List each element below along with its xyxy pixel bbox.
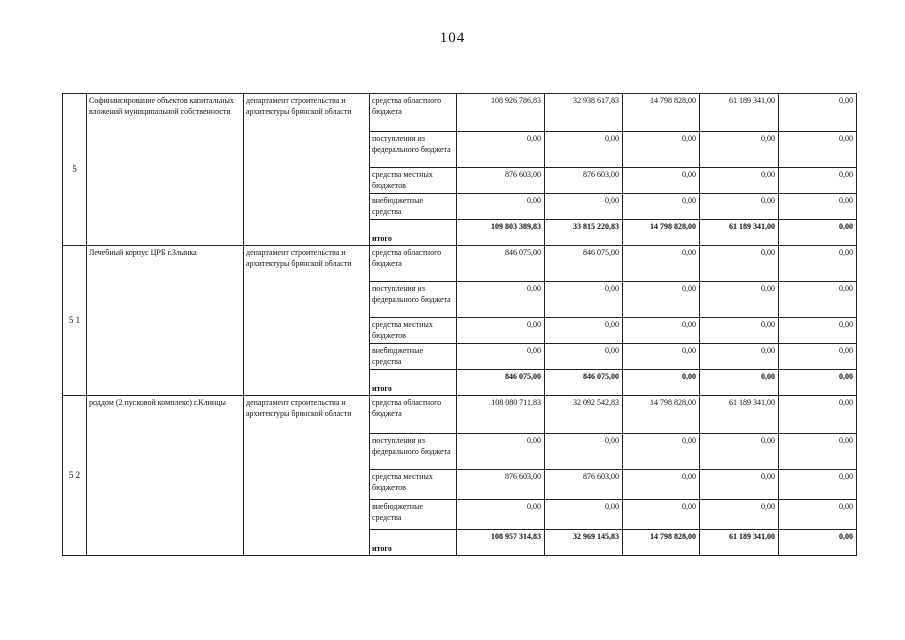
amount-cell: 0,00	[457, 282, 545, 318]
amount-cell: 0,00	[623, 500, 700, 530]
amount-cell: 109 803 389,83	[457, 220, 545, 246]
funding-source-total: итого	[370, 530, 457, 556]
amount-cell: 0,00	[457, 132, 545, 168]
amount-cell: 0,00	[779, 132, 857, 168]
amount-cell: 33 815 220,83	[545, 220, 623, 246]
funding-source-federal: поступления из федерального бюджета	[370, 132, 457, 168]
amount-cell: 108 926 786,83	[457, 94, 545, 132]
amount-cell: 0,00	[545, 500, 623, 530]
amount-cell: 0,00	[700, 370, 779, 396]
amount-cell: 0,00	[700, 132, 779, 168]
amount-cell: 0,00	[457, 344, 545, 370]
funding-source-offbudget: внебюджетные средства	[370, 344, 457, 370]
amount-cell: 0,00	[779, 220, 857, 246]
amount-cell: 0,00	[457, 194, 545, 220]
amount-cell: 846 075,00	[457, 370, 545, 396]
row-index: 5 2	[63, 396, 87, 556]
amount-cell: 0,00	[623, 318, 700, 344]
executor-name: департамент строительства и архитектуры брянской области	[244, 396, 370, 556]
amount-cell: 61 189 341,00	[700, 220, 779, 246]
executor-name: департамент строительства и архитектуры брянской области	[244, 94, 370, 246]
amount-cell: 14 798 828,00	[623, 530, 700, 556]
funding-source-federal: поступления из федерального бюджета	[370, 282, 457, 318]
amount-cell: 0,00	[623, 344, 700, 370]
amount-cell: 876 603,00	[457, 168, 545, 194]
amount-cell: 108 080 711,83	[457, 396, 545, 434]
amount-cell: 0,00	[623, 246, 700, 282]
amount-cell: 0,00	[779, 246, 857, 282]
amount-cell: 0,00	[545, 344, 623, 370]
budget-table	[62, 93, 857, 556]
amount-cell: 0,00	[545, 282, 623, 318]
amount-cell: 0,00	[545, 318, 623, 344]
amount-cell: 0,00	[779, 530, 857, 556]
amount-cell: 0,00	[779, 168, 857, 194]
amount-cell: 0,00	[623, 370, 700, 396]
amount-cell: 108 957 314,83	[457, 530, 545, 556]
amount-cell: 0,00	[623, 168, 700, 194]
amount-cell: 14 798 828,00	[623, 94, 700, 132]
amount-cell: 0,00	[779, 500, 857, 530]
amount-cell: 0,00	[623, 434, 700, 470]
funding-source-total: итого	[370, 370, 457, 396]
amount-cell: 0,00	[700, 500, 779, 530]
table-row	[63, 94, 857, 132]
amount-cell: 14 798 828,00	[623, 396, 700, 434]
funding-source-regional: средства областного бюджета	[370, 94, 457, 132]
amount-cell: 32 092 542,83	[545, 396, 623, 434]
table-row	[63, 246, 857, 282]
amount-cell: 0,00	[700, 194, 779, 220]
amount-cell: 846 075,00	[545, 246, 623, 282]
amount-cell: 61 189 341,00	[700, 530, 779, 556]
amount-cell: 0,00	[779, 318, 857, 344]
funding-source-federal: поступления из федерального бюджета	[370, 434, 457, 470]
amount-cell: 0,00	[623, 282, 700, 318]
amount-cell: 0,00	[545, 132, 623, 168]
funding-source-offbudget: внебюджетные средства	[370, 500, 457, 530]
amount-cell: 0,00	[700, 282, 779, 318]
amount-cell: 0,00	[779, 282, 857, 318]
amount-cell: 0,00	[700, 168, 779, 194]
amount-cell: 0,00	[623, 470, 700, 500]
amount-cell: 0,00	[779, 370, 857, 396]
amount-cell: 0,00	[545, 194, 623, 220]
amount-cell: 0,00	[779, 194, 857, 220]
amount-cell: 61 189 341,00	[700, 94, 779, 132]
amount-cell: 0,00	[700, 434, 779, 470]
amount-cell: 0,00	[457, 434, 545, 470]
amount-cell: 0,00	[623, 132, 700, 168]
amount-cell: 0,00	[623, 194, 700, 220]
amount-cell: 0,00	[457, 318, 545, 344]
amount-cell: 0,00	[457, 500, 545, 530]
amount-cell: 0,00	[779, 344, 857, 370]
amount-cell: 61 189 341,00	[700, 396, 779, 434]
amount-cell: 32 938 617,83	[545, 94, 623, 132]
table-row	[63, 396, 857, 434]
funding-source-offbudget: внебюджетные средства	[370, 194, 457, 220]
amount-cell: 846 075,00	[457, 246, 545, 282]
amount-cell: 0,00	[700, 318, 779, 344]
funding-source-local: средства местных бюджетов	[370, 318, 457, 344]
amount-cell: 876 603,00	[545, 470, 623, 500]
amount-cell: 0,00	[779, 434, 857, 470]
amount-cell: 876 603,00	[457, 470, 545, 500]
object-name: Лечебный корпус ЦРБ г.Злынка	[87, 246, 244, 396]
funding-source-regional: средства областного бюджета	[370, 246, 457, 282]
amount-cell: 0,00	[700, 470, 779, 500]
amount-cell: 14 798 828,00	[623, 220, 700, 246]
amount-cell: 0,00	[779, 396, 857, 434]
funding-source-regional: средства областного бюджета	[370, 396, 457, 434]
object-name: роддом (2 пусковой комплекс) г.Клинцы	[87, 396, 244, 556]
amount-cell: 0,00	[779, 470, 857, 500]
funding-source-total: итого	[370, 220, 457, 246]
page-number: 104	[439, 30, 466, 46]
amount-cell: 0,00	[700, 344, 779, 370]
amount-cell: 0,00	[545, 434, 623, 470]
amount-cell: 32 969 145,83	[545, 530, 623, 556]
amount-cell: 876 603,00	[545, 168, 623, 194]
row-index: 5	[63, 94, 87, 246]
amount-cell: 0,00	[700, 246, 779, 282]
funding-source-local: средства местных бюджетов	[370, 470, 457, 500]
funding-source-local: средства местных бюджетов	[370, 168, 457, 194]
executor-name: департамент строительства и архитектуры брянской области	[244, 246, 370, 396]
object-name: Софинансирование объектов капитальных вложений муниципальной собственности	[87, 94, 244, 246]
amount-cell: 846 075,00	[545, 370, 623, 396]
amount-cell: 0,00	[779, 94, 857, 132]
row-index: 5 1	[63, 246, 87, 396]
